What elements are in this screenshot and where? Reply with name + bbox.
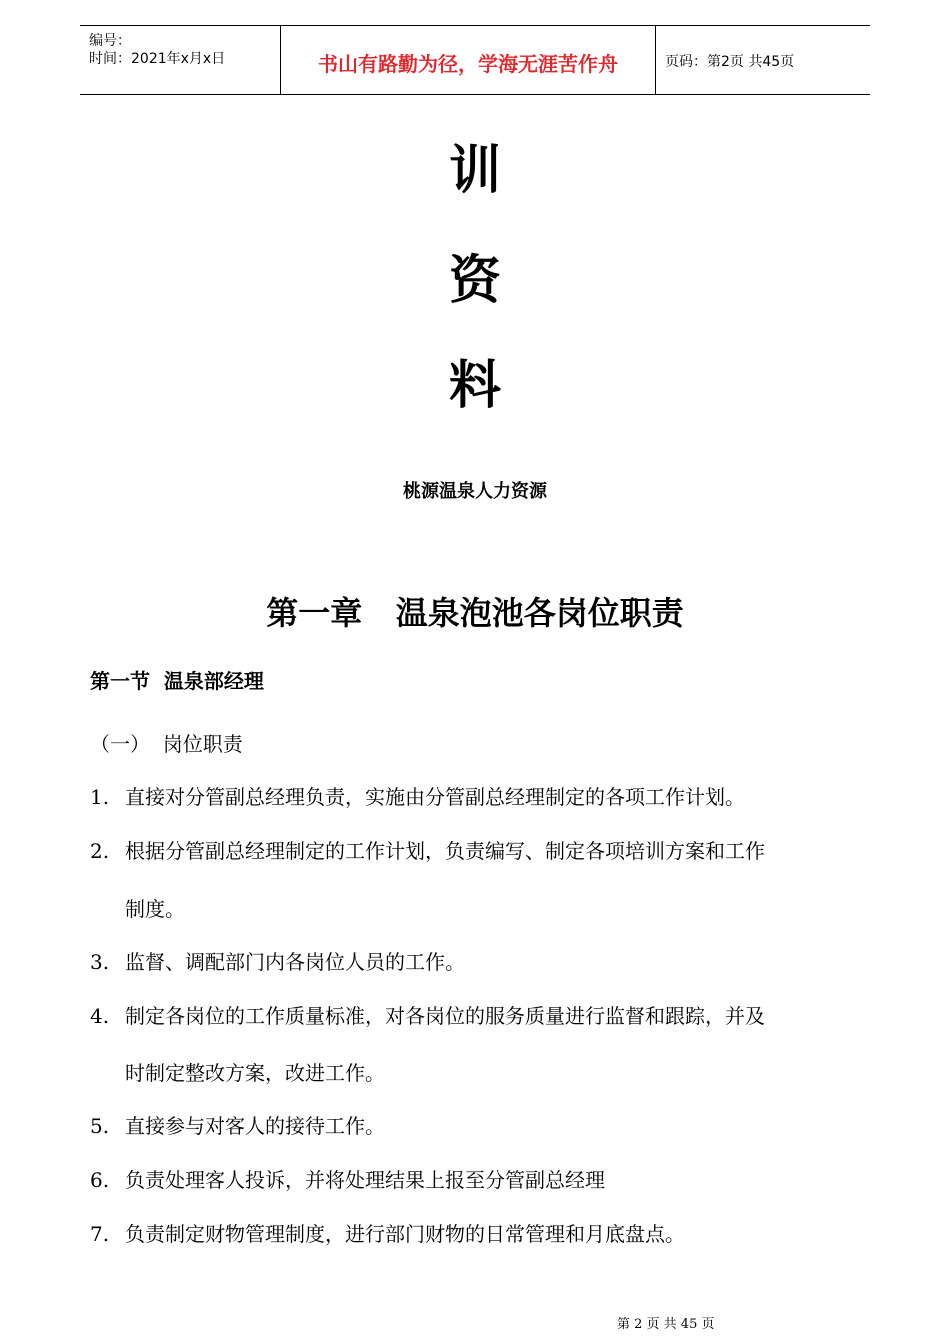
list-item-continuation: 制度。: [125, 897, 185, 921]
page-footer: 第 2 页 共 45 页: [617, 1317, 715, 1332]
list-item-text: 监督、调配部门内各岗位人员的工作。: [125, 950, 465, 974]
list-item-number: 5.: [90, 1114, 110, 1138]
header-page-cell: [655, 26, 870, 94]
header-info-cell: [80, 26, 280, 94]
list-item: [90, 835, 765, 864]
list-item-text: 负责处理客人投诉，并将处理结果上报至分管副总经理: [125, 1168, 605, 1192]
header-motto-cell: [280, 26, 656, 94]
document-time-label: 时间：2021年x月x日: [89, 51, 226, 67]
header-motto: 书山有路勤为径，学海无涯苦作舟: [318, 52, 618, 76]
title-char-1: 训: [448, 140, 501, 201]
list-item-number: 1.: [90, 785, 110, 809]
section-heading: 第一节 温泉部经理: [90, 669, 264, 693]
list-item: [90, 946, 465, 975]
list-item-text: 直接参与对客人的接待工作。: [125, 1114, 385, 1138]
list-item-number: 4.: [90, 1004, 110, 1028]
list-item-number: 6.: [90, 1168, 110, 1192]
document-number-label: 编号：: [89, 33, 131, 49]
list-item-number: 7.: [90, 1222, 110, 1246]
list-item-text: 负责制定财物管理制度，进行部门财物的日常管理和月底盘点。: [125, 1222, 685, 1246]
list-item-number: 2.: [90, 839, 110, 863]
title-char-3: 料: [448, 355, 501, 416]
subsection-heading: （一） 岗位职责: [90, 732, 243, 756]
list-item-text: 制定各岗位的工作质量标准，对各岗位的服务质量进行监督和跟踪，并及: [125, 1004, 765, 1028]
list-item: [90, 1164, 605, 1193]
header-table: [80, 25, 870, 95]
header-page-code: 页码：第2页 共45页: [665, 54, 795, 70]
list-item-number: 3.: [90, 950, 110, 974]
list-item-continuation: 时制定整改方案，改进工作。: [125, 1061, 385, 1085]
list-item: [90, 1218, 685, 1247]
chapter-heading: 第一章 温泉泡池各岗位职责: [266, 594, 684, 632]
list-item-text: 直接对分管副总经理负责，实施由分管副总经理制定的各项工作计划。: [125, 785, 745, 809]
document-subtitle: 桃源温泉人力资源: [403, 481, 547, 502]
list-item-text: 根据分管副总经理制定的工作计划，负责编写、制定各项培训方案和工作: [125, 839, 765, 863]
title-char-2: 资: [448, 250, 501, 311]
list-item: [90, 1000, 765, 1029]
list-item: [90, 1110, 385, 1139]
list-item: [90, 781, 745, 810]
